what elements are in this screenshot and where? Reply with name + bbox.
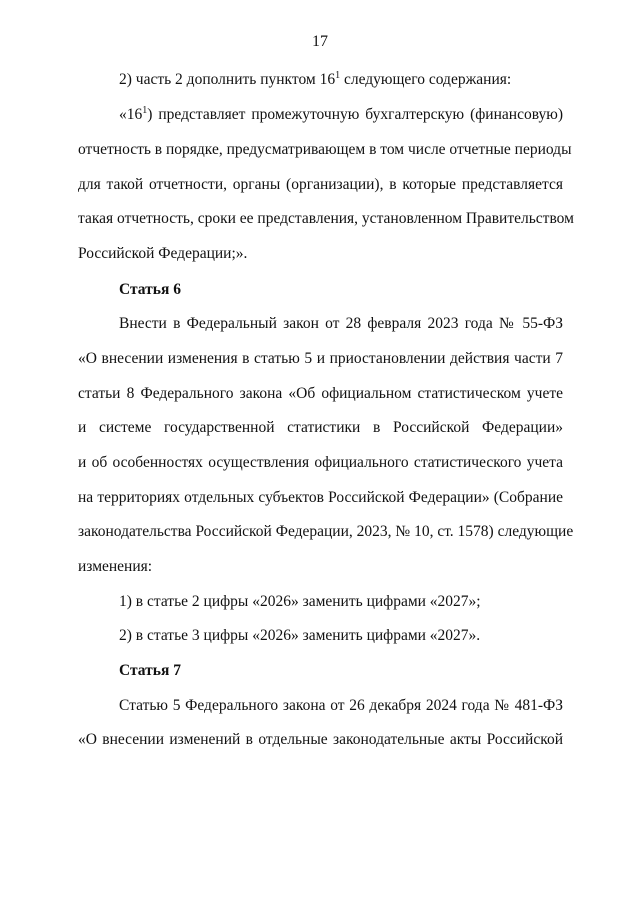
paragraph-line: и системе государственной статистики в Российской Федерации» — [78, 419, 563, 436]
paragraph-line: отчетность в порядке, предусматривающем в том числе отчетные периоды — [78, 141, 572, 158]
superscript: 1 — [335, 70, 341, 81]
text-fragment: ) представляет промежуточную бухгалтерскую (финансовую) — [147, 106, 563, 123]
article-heading: Статья 6 — [119, 281, 181, 298]
page-number: 17 — [312, 33, 328, 50]
list-item: 2) в статье 3 цифры «2026» заменить цифрами «2027». — [119, 627, 481, 644]
list-item: 1) в статье 2 цифры «2026» заменить цифрами «2027»; — [119, 593, 481, 610]
paragraph-line: для такой отчетности, органы (организации), в которые представляется — [78, 176, 563, 193]
paragraph-line: Российской Федерации;». — [78, 245, 248, 262]
article-heading: Статья 7 — [119, 662, 181, 679]
superscript: 1 — [142, 105, 148, 116]
text-fragment: «16 — [119, 106, 143, 123]
paragraph-line: Внести в Федеральный закон от 28 февраля 2023 года № 55-ФЗ — [119, 315, 563, 332]
paragraph-line: и об особенностях осуществления официального статистического учета — [78, 454, 563, 471]
paragraph-line: «О внесении изменений в отдельные законодательные акты Российской — [78, 731, 563, 748]
paragraph-line — [119, 71, 511, 89]
text-fragment: следующего содержания: — [340, 71, 512, 88]
paragraph-line: Статью 5 Федерального закона от 26 декабря 2024 года № 481-ФЗ — [119, 697, 563, 714]
text-fragment: 2) часть 2 дополнить пунктом 16 — [119, 71, 336, 88]
paragraph-line: такая отчетность, сроки ее представления, установленном Правительством — [78, 210, 574, 227]
paragraph-line: статьи 8 Федерального закона «Об официальном статистическом учете — [78, 385, 563, 402]
paragraph-line: изменения: — [78, 558, 153, 575]
paragraph-line: «О внесении изменения в статью 5 и приостановлении действия части 7 — [78, 350, 563, 367]
paragraph-line — [119, 106, 563, 124]
paragraph-line: законодательства Российской Федерации, 2023, № 10, ст. 1578) следующие — [78, 523, 574, 540]
paragraph-line: на территориях отдельных субъектов Российской Федерации» (Собрание — [78, 489, 563, 506]
